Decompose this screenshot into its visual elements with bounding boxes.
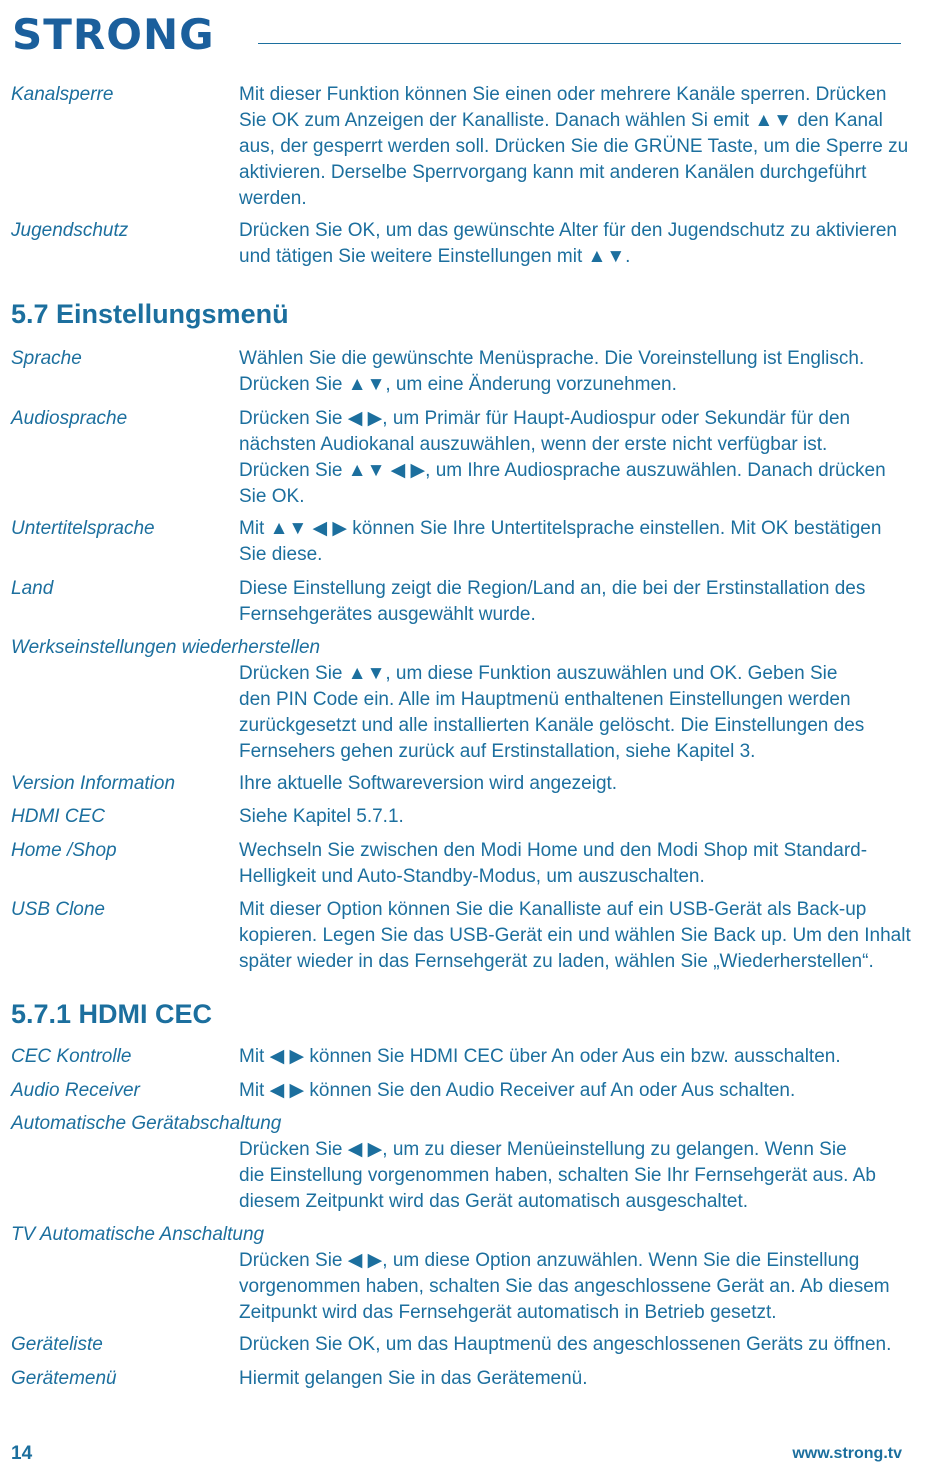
setting-label: Version Information xyxy=(11,773,176,794)
setting-label: Gerätemenü xyxy=(11,1368,117,1389)
setting-description xyxy=(239,516,904,568)
description-line: Drücken Sie ▲▼, um diese Funktion auszuwählen und OK. Geben Sie xyxy=(239,663,838,684)
description-line: Diese Einstellung zeigt die Region/Land an, die bei der Erstinstallation des xyxy=(239,578,866,599)
description-line: Drücken Sie ◀ ▶, um Primär für Haupt-Audiospur oder Sekundär für den xyxy=(239,408,851,429)
setting-label: Audio Receiver xyxy=(11,1080,140,1101)
description-line: zurückgesetzt und alle installierten Kanäle gelöscht. Die Einstellungen des xyxy=(239,715,865,736)
setting-label: Geräteliste xyxy=(11,1334,103,1355)
setting-description xyxy=(239,1137,904,1215)
section-heading-5-7: 5.7 Einstellungsmenü xyxy=(11,299,289,329)
description-line: Sie diese. xyxy=(239,544,323,565)
setting-label: Jugendschutz xyxy=(11,220,129,241)
setting-label: Untertitelsprache xyxy=(11,518,155,539)
setting-description xyxy=(239,1078,904,1104)
description-line: Mit dieser Funktion können Sie einen oder mehrere Kanäle sperren. Drücken xyxy=(239,84,887,105)
setting-description xyxy=(239,1332,904,1358)
setting-description xyxy=(239,576,904,628)
description-line: Wechseln Sie zwischen den Modi Home und den Modi Shop mit Standard- xyxy=(239,840,868,861)
header-divider xyxy=(258,43,901,44)
description-line: den PIN Code ein. Alle im Hauptmenü enthaltenen Einstellungen werden xyxy=(239,689,851,710)
description-line: werden. xyxy=(239,188,307,209)
description-line: Hiermit gelangen Sie in das Gerätemenü. xyxy=(239,1368,588,1389)
setting-description xyxy=(239,838,904,890)
setting-label: CEC Kontrolle xyxy=(11,1046,132,1067)
setting-label: TV Automatische Anschaltung xyxy=(11,1224,265,1245)
description-line: Drücken Sie ◀ ▶, um diese Option anzuwählen. Wenn Sie die Einstellung xyxy=(239,1250,860,1271)
description-line: aus, der gesperrt werden soll. Drücken Sie die GRÜNE Taste, um die Sperre zu xyxy=(239,136,909,157)
setting-label: Kanalsperre xyxy=(11,84,114,105)
description-line: Fernsehgerätes ausgewählt wurde. xyxy=(239,604,536,625)
description-line: aktivieren. Derselbe Sperrvorgang kann mit anderen Kanälen durchgeführt xyxy=(239,162,867,183)
setting-description xyxy=(239,1248,904,1326)
setting-label: HDMI CEC xyxy=(11,806,105,827)
description-line: Mit ◀ ▶ können Sie HDMI CEC über An oder Aus ein bzw. ausschalten. xyxy=(239,1046,841,1067)
setting-description xyxy=(239,661,904,765)
setting-label: Automatische Gerätabschaltung xyxy=(11,1113,282,1134)
page-number: 14 xyxy=(11,1443,33,1464)
setting-description xyxy=(239,1366,904,1392)
strong-logo: STRONG xyxy=(12,10,215,59)
description-line: Drücken Sie ▲▼, um eine Änderung vorzunehmen. xyxy=(239,374,677,395)
description-line: die Einstellung vorgenommen haben, schalten Sie Ihr Fernsehgerät aus. Ab xyxy=(239,1165,876,1186)
setting-description xyxy=(239,897,911,975)
setting-label: USB Clone xyxy=(11,899,105,920)
setting-label: Sprache xyxy=(11,348,82,369)
setting-description xyxy=(239,346,904,398)
description-line: kopieren. Legen Sie das USB-Gerät ein und wählen Sie Back up. Um den Inhalt xyxy=(239,925,911,946)
description-line: Fernsehers gehen zurück auf Erstinstallation, siehe Kapitel 3. xyxy=(239,741,756,762)
setting-description xyxy=(239,1044,904,1070)
setting-label: Werkseinstellungen wiederherstellen xyxy=(11,637,321,658)
setting-label: Home /Shop xyxy=(11,840,117,861)
description-line: Sie OK zum Anzeigen der Kanalliste. Danach wählen Si emit ▲▼ den Kanal xyxy=(239,110,883,131)
section-heading-5-7-1: 5.7.1 HDMI CEC xyxy=(11,999,213,1029)
description-line: Drücken Sie ▲▼ ◀ ▶, um Ihre Audiosprache auszuwählen. Danach drücken xyxy=(239,460,886,481)
description-line: Drücken Sie OK, um das Hauptmenü des angeschlossenen Geräts zu öffnen. xyxy=(239,1334,892,1355)
description-line: Siehe Kapitel 5.7.1. xyxy=(239,806,404,827)
description-line: später wieder in das Fernsehgerät zu laden, wählen Sie „Wiederherstellen“. xyxy=(239,951,874,972)
description-line: Ihre aktuelle Softwareversion wird angezeigt. xyxy=(239,773,618,794)
description-line: Mit ◀ ▶ können Sie den Audio Receiver auf An oder Aus schalten. xyxy=(239,1080,796,1101)
description-line: vorgenommen haben, schalten Sie das angeschlossene Gerät an. Ab diesem xyxy=(239,1276,890,1297)
description-line: und tätigen Sie weitere Einstellungen mit ▲▼. xyxy=(239,246,631,267)
setting-description xyxy=(239,771,904,797)
description-line: diesem Zeitpunkt wird das Gerät automatisch ausgeschaltet. xyxy=(239,1191,749,1212)
setting-label: Audiosprache xyxy=(11,408,128,429)
description-line: Drücken Sie ◀ ▶, um zu dieser Menüeinstellung zu gelangen. Wenn Sie xyxy=(239,1139,847,1160)
description-line: Zeitpunkt wird das Fernsehgerät automatisch in Betrieb gesetzt. xyxy=(239,1302,777,1323)
description-line: Mit dieser Option können Sie die Kanalliste auf ein USB-Gerät als Back-up xyxy=(239,899,867,920)
setting-label: Land xyxy=(11,578,54,599)
setting-description xyxy=(239,406,904,510)
description-line: Mit ▲▼ ◀ ▶ können Sie Ihre Untertitelsprache einstellen. Mit OK bestätigen xyxy=(239,518,882,539)
description-line: Drücken Sie OK, um das gewünschte Alter für den Jugendschutz zu aktivieren xyxy=(239,220,897,241)
description-line: Wählen Sie die gewünschte Menüsprache. Die Voreinstellung ist Englisch. xyxy=(239,348,865,369)
description-line: Helligkeit und Auto-Standby-Modus, um auszuschalten. xyxy=(239,866,705,887)
footer-url: www.strong.tv xyxy=(792,1445,902,1462)
setting-description xyxy=(239,804,904,830)
description-line: nächsten Audiokanal auszuwählen, wenn der erste nicht verfügbar ist. xyxy=(239,434,828,455)
setting-description xyxy=(239,82,909,212)
description-line: Sie OK. xyxy=(239,486,305,507)
setting-description xyxy=(239,218,904,270)
